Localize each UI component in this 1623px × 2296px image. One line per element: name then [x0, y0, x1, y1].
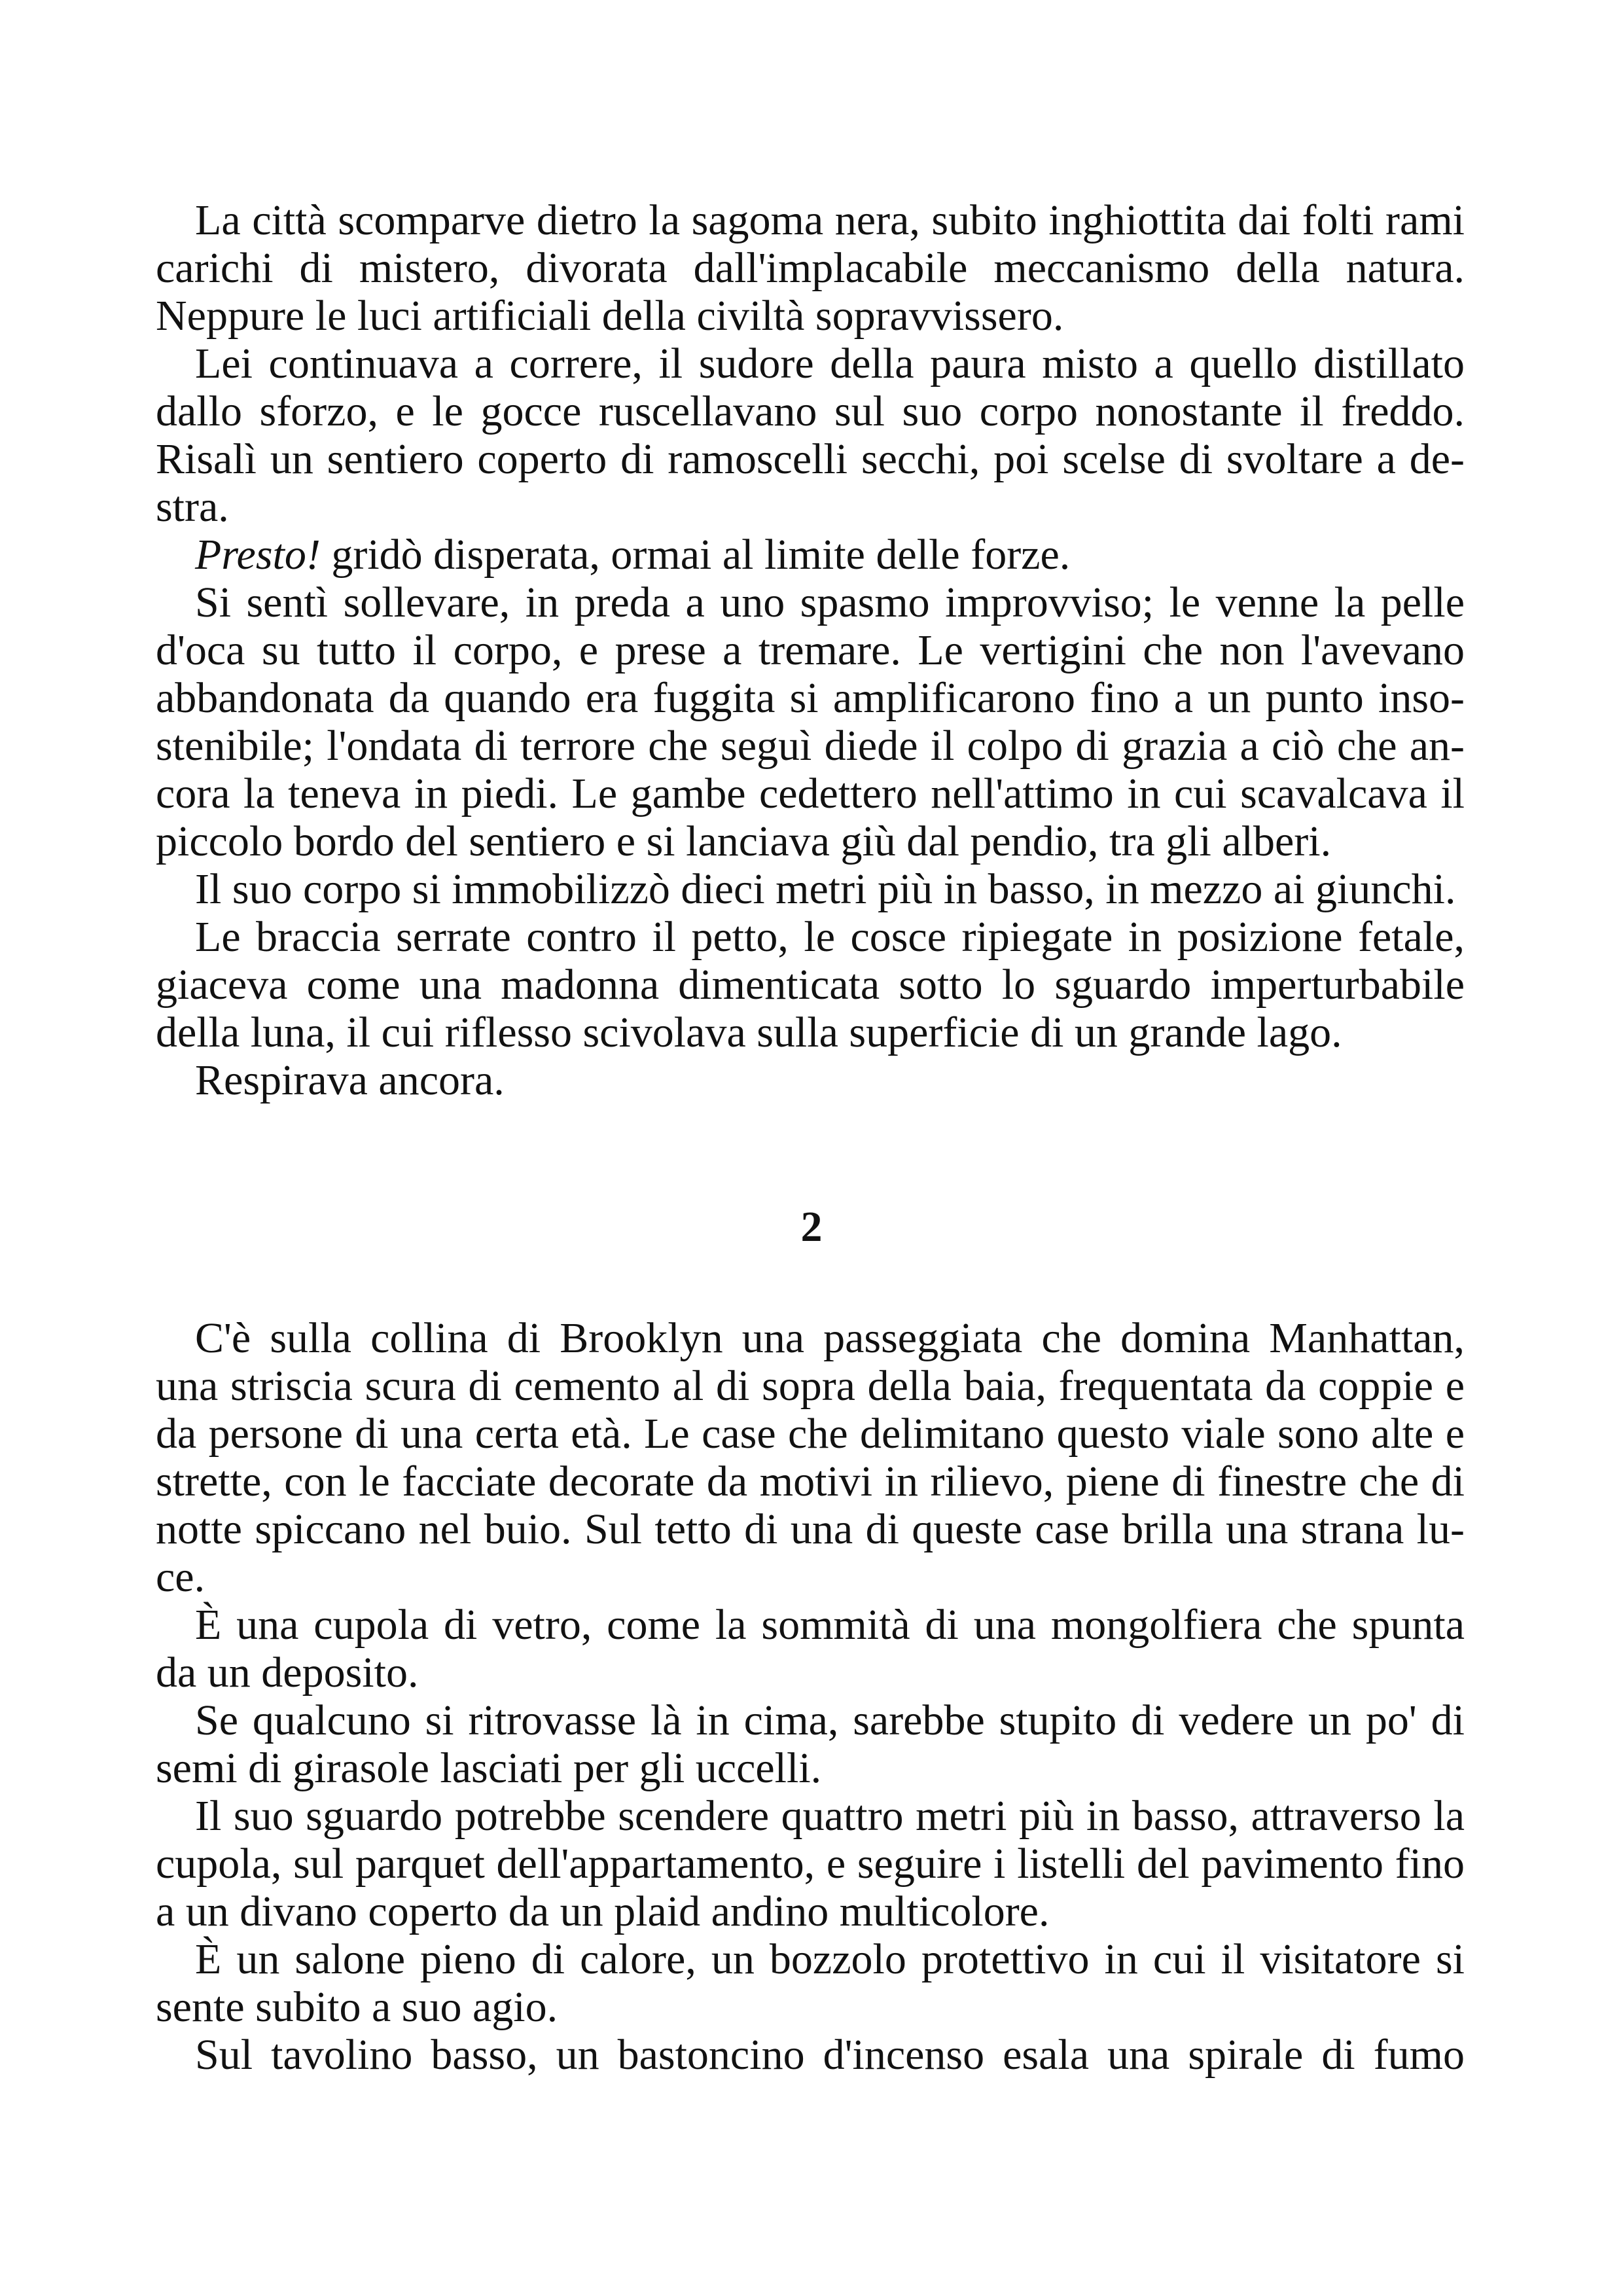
- text-line: strette, con le facciate decorate da motivi in rilievo, piene di finestre che di: [156, 1458, 1465, 1505]
- text-line: abbandonata da quando era fuggita si amplificarono fino a un punto inso-: [156, 674, 1465, 722]
- italic-exclamation: Presto!: [195, 531, 321, 579]
- text-line: da persone di una certa età. Le case che delimitano questo viale sono alte e: [156, 1410, 1465, 1458]
- text-line: della luna, il cui riflesso scivolava sulla superficie di un grande lago.: [156, 1009, 1342, 1056]
- text-line: [156, 531, 1465, 579]
- text-line: Risalì un sentiero coperto di ramoscelli secchi, poi scelse di svoltare a de-: [156, 435, 1465, 483]
- text-line: una striscia scura di cemento al di sopra della baia, frequentata da coppie e: [156, 1362, 1465, 1410]
- text-line: Lei continuava a correre, il sudore della paura misto a quello distillato: [195, 340, 1465, 387]
- text-line: cora la teneva in piedi. Le gambe cedettero nell'attimo in cui scavalcava il: [156, 770, 1465, 817]
- text-line: da un deposito.: [156, 1649, 419, 1696]
- text-line: Si sentì sollevare, in preda a uno spasmo improvviso; le venne la pelle: [195, 579, 1465, 626]
- text-line: ce.: [156, 1553, 205, 1601]
- text-line: Se qualcuno si ritrovasse là in cima, sarebbe stupito di vedere un po' di: [195, 1696, 1465, 1744]
- text-line: piccolo bordo del sentiero e si lanciava giù dal pendio, tra gli alberi.: [156, 817, 1332, 865]
- text-line: È un salone pieno di calore, un bozzolo protettivo in cui il visitatore si: [195, 1935, 1465, 1983]
- text-line: semi di girasole lasciati per gli uccelli.: [156, 1744, 822, 1792]
- text-line: Neppure le luci artificiali della civiltà sopravvissero.: [156, 292, 1064, 340]
- text-line: a un divano coperto da un plaid andino multicolore.: [156, 1888, 1050, 1935]
- text-line: Il suo corpo si immobilizzò dieci metri più in basso, in mezzo ai giunchi.: [195, 865, 1456, 913]
- text-line: Sul tavolino basso, un bastoncino d'incenso esala una spirale di fumo: [195, 2031, 1465, 2079]
- text-line: C'è sulla collina di Brooklyn una passeggiata che domina Manhattan,: [195, 1314, 1465, 1362]
- text-line: cupola, sul parquet dell'appartamento, e seguire i listelli del pavimento fino: [156, 1840, 1465, 1888]
- text-line-rest: gridò disperata, ormai al limite delle forze.: [320, 531, 1071, 579]
- text-line: sente subito a suo agio.: [156, 1983, 558, 2031]
- text-line: È una cupola di vetro, come la sommità di una mongolfiera che spunta: [195, 1601, 1465, 1649]
- chapter-number: 2: [800, 1203, 823, 1251]
- text-line: dallo sforzo, e le gocce ruscellavano sul suo corpo nonostante il freddo.: [156, 387, 1465, 435]
- text-line: d'oca su tutto il corpo, e prese a tremare. Le vertigini che non l'avevano: [156, 626, 1465, 674]
- text-line: stra.: [156, 483, 229, 531]
- text-line: Il suo sguardo potrebbe scendere quattro metri più in basso, attraverso la: [195, 1792, 1465, 1840]
- text-line: carichi di mistero, divorata dall'implacabile meccanismo della natura.: [156, 244, 1465, 292]
- text-line: notte spiccano nel buio. Sul tetto di una di queste case brilla una strana lu-: [156, 1505, 1465, 1553]
- text-line: giaceva come una madonna dimenticata sotto lo sguardo imperturbabile: [156, 961, 1465, 1009]
- text-line: La città scomparve dietro la sagoma nera, subito inghiottita dai folti rami: [195, 196, 1465, 244]
- text-line: Respirava ancora.: [195, 1056, 505, 1104]
- text-line: stenibile; l'ondata di terrore che seguì diede il colpo di grazia a ciò che an-: [156, 722, 1465, 770]
- text-line: Le braccia serrate contro il petto, le cosce ripiegate in posizione fetale,: [195, 913, 1465, 961]
